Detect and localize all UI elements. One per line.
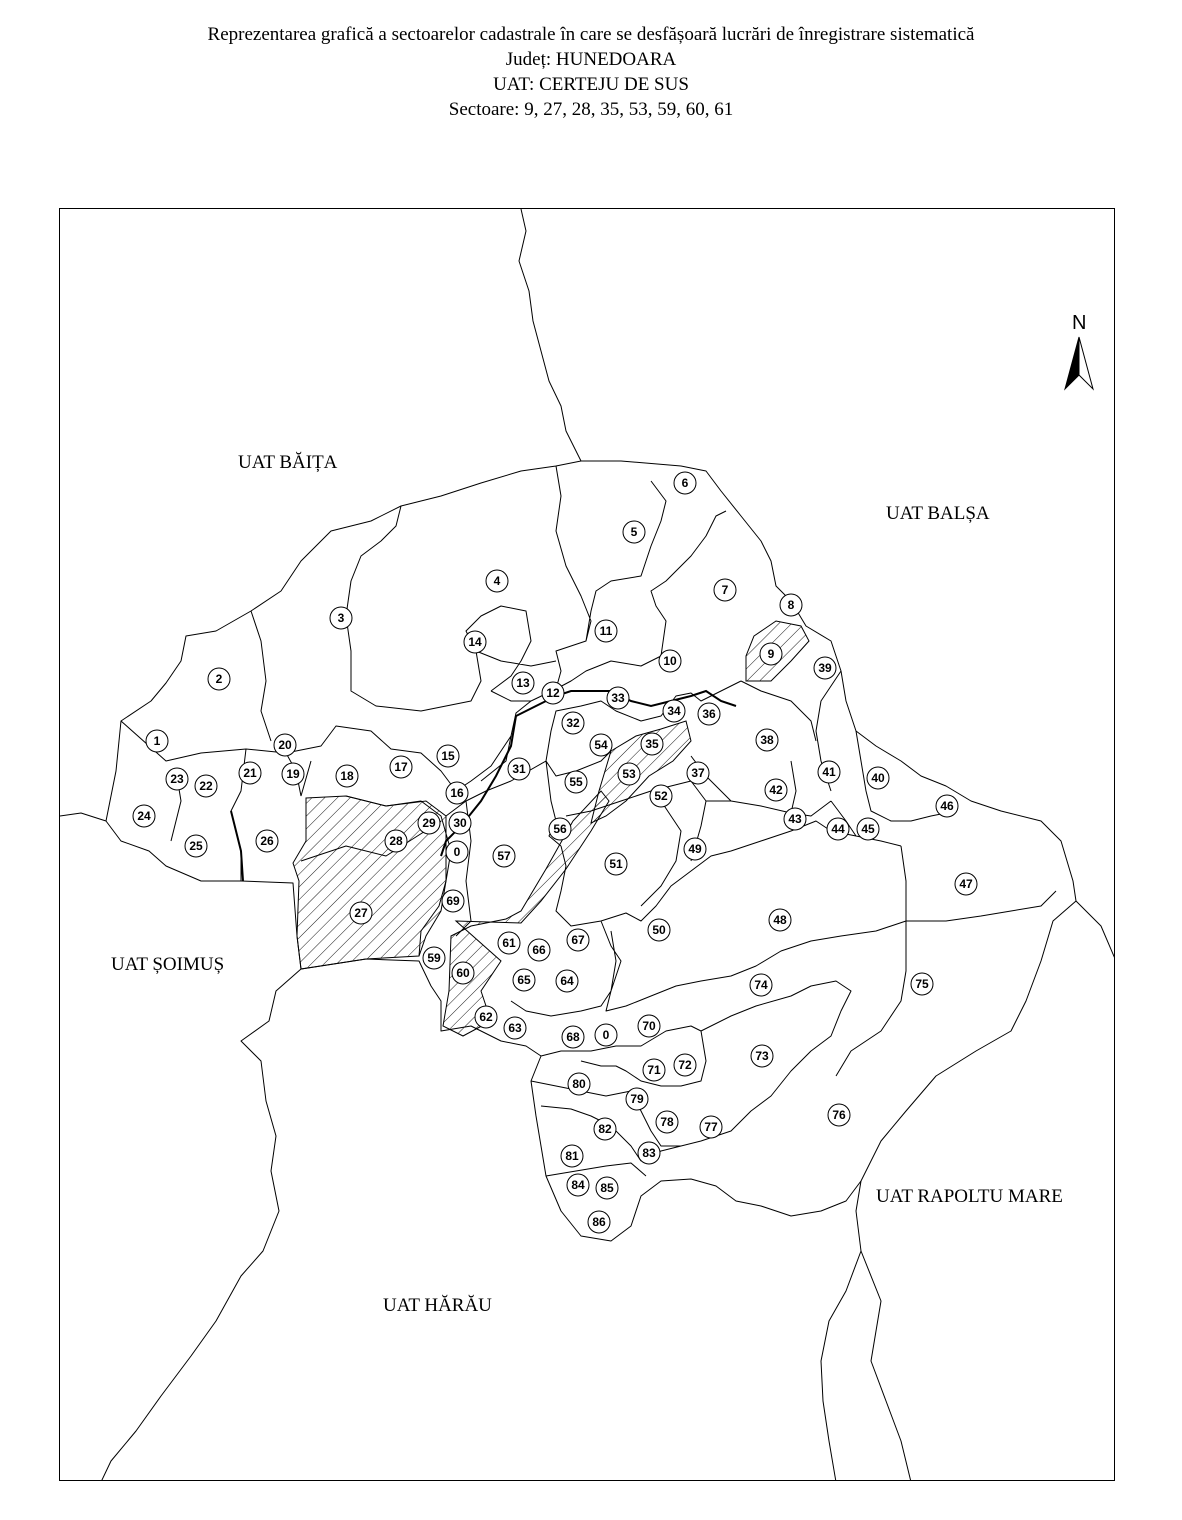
sector-number: 67	[571, 933, 585, 947]
sector-number: 64	[560, 974, 574, 988]
sector-number: 39	[818, 661, 832, 675]
sector-label-61	[498, 932, 520, 954]
sector-label-51	[605, 853, 627, 875]
sector-number: 10	[663, 654, 677, 668]
sector-number: 4	[493, 574, 501, 588]
sector-label-23	[166, 768, 188, 790]
sector-number: 56	[553, 822, 567, 836]
sector-number: 24	[137, 809, 151, 823]
sector-label-21	[239, 762, 261, 784]
sector-number: 75	[915, 977, 929, 991]
sector-label-0	[595, 1024, 617, 1046]
sector-number: 15	[441, 749, 455, 763]
sector-number: 46	[940, 799, 954, 813]
sector-label-86	[588, 1211, 610, 1233]
boundary-rapoltu-secondary	[861, 1251, 911, 1481]
sector-label-26	[256, 830, 278, 852]
sector-label-31	[508, 758, 530, 780]
sector-label-37	[687, 762, 709, 784]
sector-label-44	[827, 818, 849, 840]
sector-label-18	[336, 765, 358, 787]
sector-label-63	[504, 1017, 526, 1039]
sector-number: 69	[446, 894, 460, 908]
sector-number: 21	[243, 766, 257, 780]
sector-number: 0	[602, 1028, 610, 1042]
sector-label-20	[274, 734, 296, 756]
sector-label-38	[756, 729, 778, 751]
sector-label-54	[590, 734, 612, 756]
sector-number: 25	[189, 839, 203, 853]
sector-number: 60	[456, 966, 470, 980]
sector-label-76	[828, 1104, 850, 1126]
sector-label-64	[556, 970, 578, 992]
sector-label-2	[208, 668, 230, 690]
sector-label-45	[857, 818, 879, 840]
sector-number: 26	[260, 834, 274, 848]
map-title: Reprezentarea grafică a sectoarelor cadastrale în care se desfășoară lucrări de înregistrare sistematică	[207, 24, 975, 45]
sector-number: 32	[566, 716, 580, 730]
sector-number: 40	[871, 771, 885, 785]
sector-label-11	[595, 620, 617, 642]
sector-number: 7	[721, 583, 729, 597]
boundary-harau-soimus	[101, 969, 301, 1481]
sector-number: 34	[667, 704, 681, 718]
sector-label-78	[656, 1111, 678, 1133]
sector-label-39	[814, 657, 836, 679]
sector-number: 72	[678, 1058, 692, 1072]
sector-number: 37	[691, 766, 705, 780]
sector-label-50	[648, 919, 670, 941]
sector-number: 57	[497, 849, 511, 863]
sector-number: 71	[647, 1063, 661, 1077]
north-label: N	[1072, 312, 1087, 334]
sector-number: 6	[681, 476, 689, 490]
sector-number: 81	[565, 1149, 579, 1163]
sector-label-70	[638, 1015, 660, 1037]
boundary-soimus-west	[60, 813, 106, 821]
sector-label-17	[390, 756, 412, 778]
sector-label-3	[330, 607, 352, 629]
sector-label-42	[765, 779, 787, 801]
sector-label-8	[780, 594, 802, 616]
boundary-harau-rapoltu	[821, 1181, 861, 1481]
sector-label-33	[607, 687, 629, 709]
sector-label-10	[659, 650, 681, 672]
sector-label-30	[449, 812, 471, 834]
sector-label-55	[565, 771, 587, 793]
sector-number: 16	[450, 786, 464, 800]
sector-label-28	[385, 830, 407, 852]
sector-number: 35	[645, 737, 659, 751]
sector-number: 14	[468, 635, 482, 649]
sector-number: 79	[630, 1092, 644, 1106]
uat-label: UAT: CERTEJU DE SUS	[493, 74, 689, 95]
boundary-rapoltu-east	[1076, 901, 1115, 961]
sector-label-77	[700, 1116, 722, 1138]
sector-number: 51	[609, 857, 623, 871]
sector-number: 70	[642, 1019, 656, 1033]
sector-number: 48	[773, 913, 787, 927]
sector-label-67	[567, 929, 589, 951]
sector-label-5	[623, 521, 645, 543]
sector-number: 49	[688, 842, 702, 856]
sector-label-29	[418, 812, 440, 834]
sector-label-14	[464, 631, 486, 653]
sector-number: 31	[512, 762, 526, 776]
sector-number: 74	[754, 978, 768, 992]
sector-number: 68	[566, 1030, 580, 1044]
sector-number: 63	[508, 1021, 522, 1035]
sector-label-60	[452, 962, 474, 984]
sector-label-47	[955, 873, 977, 895]
sector-number: 18	[340, 769, 354, 783]
sector-number: 62	[479, 1010, 493, 1024]
sector-number: 50	[652, 923, 666, 937]
label-uat-baita: UAT BĂIȚA	[238, 452, 338, 473]
sector-number: 27	[354, 906, 368, 920]
sector-label-49	[684, 838, 706, 860]
sector-label-0	[446, 841, 468, 863]
sector-number: 13	[516, 676, 530, 690]
sector-number: 65	[517, 973, 531, 987]
north-arrow-icon	[1065, 312, 1093, 389]
sector-number: 73	[755, 1049, 769, 1063]
sector-label-48	[769, 909, 791, 931]
sector-number: 61	[502, 936, 516, 950]
sector-number: 28	[389, 834, 403, 848]
sector-number: 9	[767, 647, 775, 661]
sector-label-82	[594, 1118, 616, 1140]
sector-label-53	[618, 763, 640, 785]
sector-number: 19	[286, 767, 300, 781]
sector-number: 45	[861, 822, 875, 836]
sector-label-65	[513, 969, 535, 991]
sector-number: 76	[832, 1108, 846, 1122]
county-label: Județ: HUNEDOARA	[505, 49, 677, 70]
sector-label-24	[133, 805, 155, 827]
sector-label-13	[512, 672, 534, 694]
sector-number: 77	[704, 1120, 718, 1134]
sector-number: 17	[394, 760, 408, 774]
sector-label-19	[282, 763, 304, 785]
sector-number: 54	[594, 738, 608, 752]
sector-label-22	[195, 775, 217, 797]
sector-label-16	[446, 782, 468, 804]
sector-label-79	[626, 1088, 648, 1110]
sector-number: 52	[654, 789, 668, 803]
uat-outer-boundary	[106, 461, 1076, 1241]
sector-number: 22	[199, 779, 213, 793]
map-header	[0, 22, 1182, 122]
sector-label-35	[641, 733, 663, 755]
sector-number: 29	[422, 816, 436, 830]
sector-label-1	[146, 730, 168, 752]
boundary-baita-balsa	[519, 209, 581, 461]
sector-label-15	[437, 745, 459, 767]
sector-label-62	[475, 1006, 497, 1028]
sector-number: 12	[546, 686, 560, 700]
sector-number: 23	[170, 772, 184, 786]
sector-number: 11	[599, 624, 613, 638]
label-uat-soimus: UAT ȘOIMUȘ	[111, 954, 225, 975]
cadastral-map	[60, 209, 1115, 1481]
sector-label-7	[714, 579, 736, 601]
sector-number: 38	[760, 733, 774, 747]
sector-number: 59	[427, 951, 441, 965]
sector-label-32	[562, 712, 584, 734]
sector-number: 66	[532, 943, 546, 957]
sector-label-52	[650, 785, 672, 807]
sector-number: 78	[660, 1115, 674, 1129]
sector-number: 0	[453, 845, 461, 859]
sector-number: 2	[215, 672, 223, 686]
sector-label-80	[568, 1073, 590, 1095]
sector-label-25	[185, 835, 207, 857]
sector-label-9	[760, 643, 782, 665]
sector-number: 42	[769, 783, 783, 797]
sector-label-73	[751, 1045, 773, 1067]
sector-label-66	[528, 939, 550, 961]
sector-number: 82	[598, 1122, 612, 1136]
sector-label-59	[423, 947, 445, 969]
label-uat-harau: UAT HĂRĂU	[383, 1295, 492, 1316]
sector-number: 47	[959, 877, 973, 891]
sector-number: 55	[569, 775, 583, 789]
sector-number: 36	[702, 707, 716, 721]
sector-label-4	[486, 570, 508, 592]
sector-label-46	[936, 795, 958, 817]
sector-label-83	[638, 1142, 660, 1164]
sector-number: 80	[572, 1077, 586, 1091]
sector-label-34	[663, 700, 685, 722]
sector-number: 30	[453, 816, 467, 830]
sectors-list: Sectoare: 9, 27, 28, 35, 53, 59, 60, 61	[448, 99, 734, 120]
sector-label-40	[867, 767, 889, 789]
sector-label-84	[567, 1174, 589, 1196]
sector-number: 5	[630, 525, 638, 539]
sector-number: 43	[788, 812, 802, 826]
sector-number: 20	[278, 738, 292, 752]
sector-label-74	[750, 974, 772, 996]
sector-label-69	[442, 890, 464, 912]
sector-number: 86	[592, 1215, 606, 1229]
sector-number: 53	[622, 767, 636, 781]
sector-number: 44	[831, 822, 845, 836]
label-uat-rapoltu-mare: UAT RAPOLTU MARE	[876, 1186, 1063, 1207]
sector-label-72	[674, 1054, 696, 1076]
sector-label-41	[818, 761, 840, 783]
sector-number: 33	[611, 691, 625, 705]
sector-label-75	[911, 973, 933, 995]
sector-number: 83	[642, 1146, 656, 1160]
sector-number: 3	[337, 611, 345, 625]
sector-label-68	[562, 1026, 584, 1048]
sector-label-6	[674, 472, 696, 494]
sector-label-57	[493, 845, 515, 867]
sector-number: 85	[600, 1181, 614, 1195]
sector-label-43	[784, 808, 806, 830]
sector-number: 84	[571, 1178, 585, 1192]
map-frame	[59, 208, 1115, 1481]
sector-label-27	[350, 902, 372, 924]
sector-label-56	[549, 818, 571, 840]
sector-label-85	[596, 1177, 618, 1199]
label-uat-balsa: UAT BALȘA	[886, 503, 990, 524]
sector-label-12	[542, 682, 564, 704]
sector-number: 8	[787, 598, 795, 612]
sector-label-81	[561, 1145, 583, 1167]
sector-label-36	[698, 703, 720, 725]
sector-number: 41	[822, 765, 836, 779]
sector-number: 1	[153, 734, 161, 748]
sector-label-71	[643, 1059, 665, 1081]
